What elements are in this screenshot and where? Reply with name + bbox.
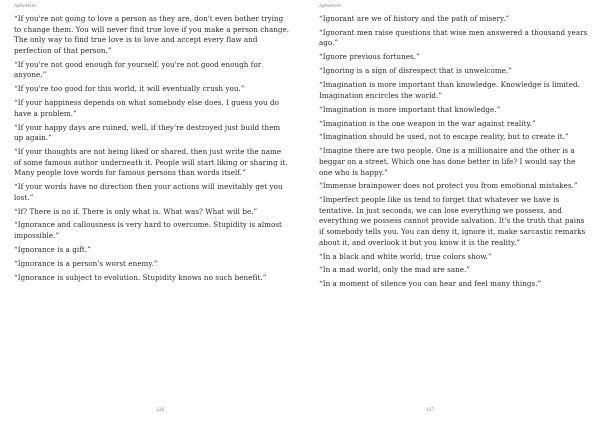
quote: “If your happy days are ruined, well, if they're destroyed just build them up again.” [14, 122, 281, 143]
quote: “If you're not going to love a person as they are, don't even bother trying to change them. You will never find true love if you make a person change. The only way to find true love is to love and accept every flaw and perfection of that person.” [14, 14, 290, 55]
quote: “In a moment of silence you can hear and feel many things.” [319, 279, 542, 289]
running-header: Aphorism [319, 4, 341, 9]
quote: “If your happiness depends on what somebody else does, I guess you do have a problem.” [14, 98, 279, 118]
quote-list [14, 14, 290, 287]
quote: “Imagination should be used, not to escape reality, but to create it.” [319, 132, 569, 142]
right-page [300, 0, 600, 424]
quote: “Ignorance and callousness is very hard to overcome. Stupidity is almost impossible.” [14, 220, 282, 241]
quote: “In a mad world, only the mad are sane.” [319, 265, 471, 275]
quote-list [319, 14, 590, 293]
quote: “Ignorance is subject to evolution. Stupidity knows no such benefit.” [14, 272, 267, 282]
quote: “In a black and white world, true colors show.” [319, 251, 492, 261]
page-number: 127 [425, 408, 435, 413]
quote: “If you're not good enough for yourself, you're not good enough for anyone.” [14, 59, 262, 80]
quote: “Imagination is the one weapon in the war against reality.” [319, 118, 536, 128]
quote: “Ignoring is a sign of disrespect that is unwelcome.” [319, 66, 512, 76]
quote: “If your thoughts are not being liked or shared, then just write the name of some famous author underneath it. People will start liking or sharing it. Many people love words for famous persons than words itself.” [14, 147, 288, 178]
quote: “Ignorant are we of history and the path of misery.” [319, 14, 510, 23]
quote: “If? There is no if. There is only what is. What was? What will be.” [14, 206, 258, 216]
quote: “If you're too good for this world, it will eventually crush you.” [14, 84, 245, 94]
quote: “Ignorance is a gift.” [14, 244, 91, 254]
running-header: Aphorism [14, 4, 36, 9]
quote: “Ignorant men raise questions that wise men answered a thousand years ago.” [319, 27, 588, 48]
quote: “Imagination is more important than knowledge. Knowledge is limited. Imagination encircles the world.” [319, 80, 580, 100]
quote: “Imagination is more important that knowledge.” [319, 104, 501, 114]
quote: “If your words have no direction then your actions will inevitably get you lost.” [14, 182, 283, 202]
quote: “Immense brainpower does not protect you from emotional mistakes.” [319, 181, 578, 191]
page-number: 126 [155, 408, 165, 413]
quote: “Imagine there are two people. One is a millionaire and the other is a beggar on a street. Which one has done better in life? I would say the one who is happy.” [319, 146, 576, 177]
quote: “Imperfect people like us tend to forget that whatever we have is tentative. In just seconds, we can lose everything we possess, and everything we possess cannot provide salvation. It's the truth that pains if somebody tells you. You can deny it, ignore it, make sarcastic remarks about it, and overlook it but you know it is the reality.” [319, 195, 586, 247]
quote: “Ignorance is a person's worst enemy.” [14, 258, 158, 268]
quote: “Ignore previous fortunes.” [319, 52, 420, 62]
